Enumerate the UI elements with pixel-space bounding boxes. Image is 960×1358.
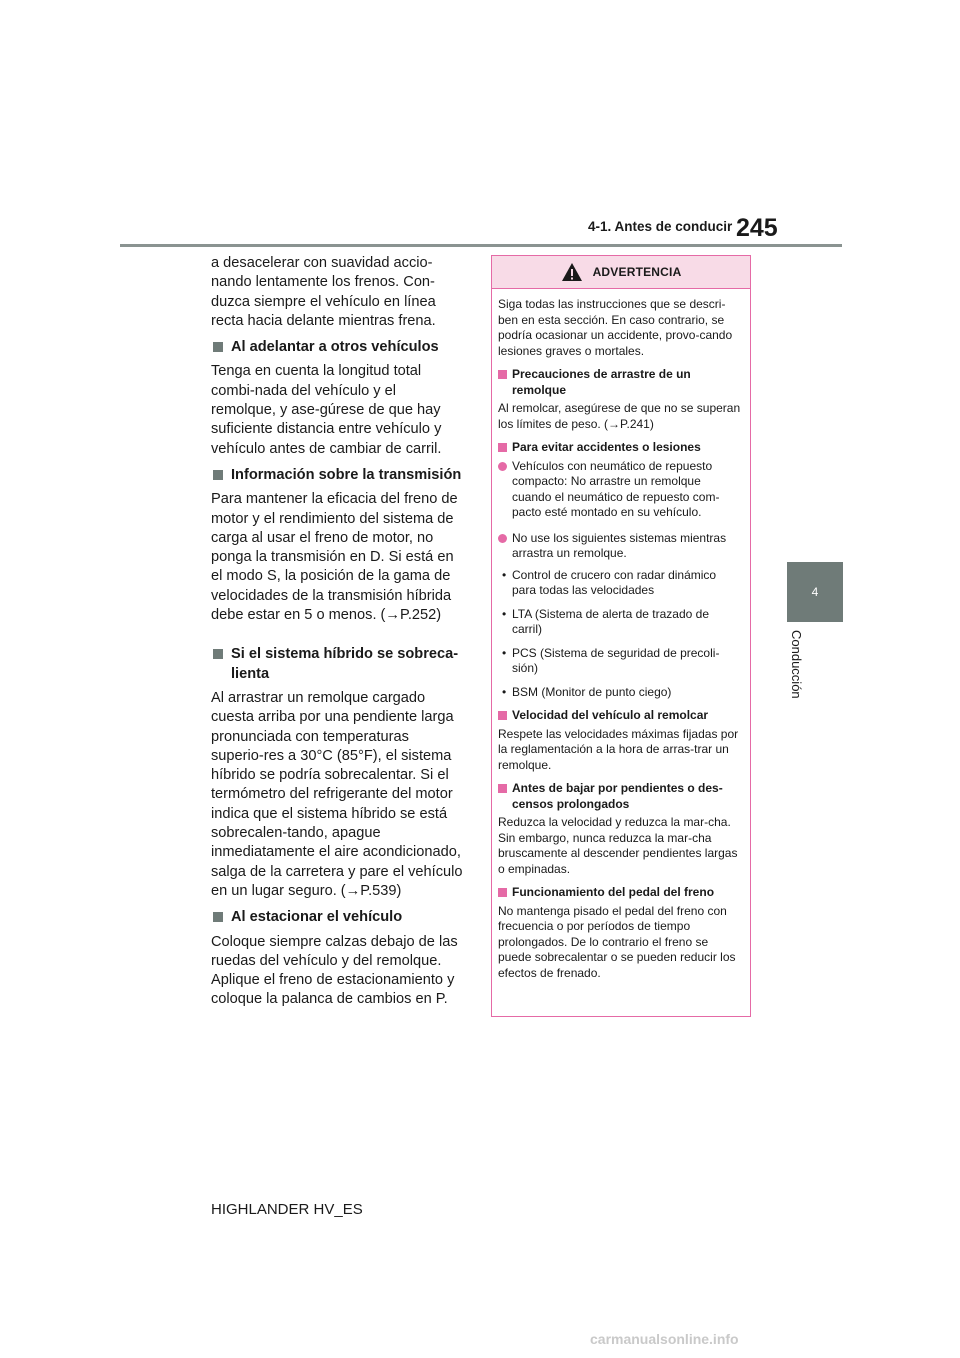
warning-bullet-text: BSM (Monitor de punto ciego) (512, 684, 672, 699)
section-paragraph: Coloque siempre calzas debajo de las ruedas del vehículo y del remolque. Aplique el freno de estacionamiento y coloque la palanca de cambios en P. (211, 933, 458, 1008)
watermark: carmanualsonline.info (590, 1331, 739, 1347)
section-heading-text: Al adelantar a otros vehículos (231, 339, 439, 356)
section-heading-text: Al estacionar el vehículo (231, 909, 403, 926)
section-heading-text: Si el sistema híbrido se sobreca-lienta (231, 646, 459, 682)
warning-subheading-text: Funcionamiento del pedal del freno (512, 885, 715, 899)
section-paragraph: Al arrastrar un remolque cargado cuesta arriba por una pendiente larga pronunciada con temperaturas superio-res a 30°C (85°F), el sistema híbrido se podría sobrecalentar. Si el termómetro del refrigerante del motor indica que el sistema híbrido se está sobrecalen-tando, apague inmediatamente el aire acondicionado, salga de la carretera y pare el vehículo en un lugar seguro. (→P.539) (211, 689, 463, 899)
warning-subheading (498, 885, 742, 901)
warning-subheading (498, 781, 742, 812)
section-heading (211, 645, 464, 684)
bullet-mark: • (502, 684, 507, 699)
section-heading (211, 466, 464, 485)
warning-bullet-text: LTA (Sistema de alerta de trazado de carril) (512, 606, 709, 636)
chapter-number: 4 (811, 585, 819, 599)
square-bullet-icon (498, 711, 507, 720)
warning-subheading (498, 708, 742, 724)
warning-title: ADVERTENCIA (592, 265, 682, 279)
warning-box (491, 255, 751, 1017)
bullet-mark: • (502, 567, 507, 582)
warning-list-item (498, 531, 742, 562)
circle-bullet-icon (498, 534, 507, 543)
warning-intro: Siga todas las instrucciones que se descri-ben en esta sección. En caso contrario, se podría ocasionar un accidente, provo-cando lesiones graves o mortales. (498, 297, 733, 358)
warning-bullet (498, 607, 742, 638)
square-bullet-icon (213, 912, 223, 922)
section-paragraph: Para mantener la eficacia del freno de motor y el rendimiento del sistema de carga al usar el freno de motor, no ponga la transmisión en D. Si está en el modo S, la posición de la gama de velocidades de la transmisión híbrida debe estar en 5 o menos. (→P.252) (211, 491, 458, 624)
bullet-mark: • (502, 606, 507, 621)
section-heading-text: Información sobre la transmisión (231, 466, 462, 483)
warning-list-item (498, 459, 742, 521)
warning-paragraph: No mantenga pisado el pedal del freno con frecuencia o por períodos de tiempo prolongados. De lo contrario el freno se puede sobrecalentar o se pueden reducir los efectos de frenado. (498, 903, 736, 980)
square-bullet-icon (213, 470, 223, 480)
section-heading (211, 908, 464, 927)
warning-bullet (498, 568, 742, 599)
warning-subheading (498, 440, 742, 456)
warning-paragraph: Reduzca la velocidad y reduzca la mar-cha. Sin embargo, nunca reduzca la mar-cha bruscamente al descender pendientes largas o empinadas. (498, 815, 738, 876)
section-paragraph: Tenga en cuenta la longitud total combi-nada del vehículo y el remolque, y ase-gúrese de que hay suficiente distancia entre vehículo y vehículo antes de cambiar de carril. (211, 363, 442, 457)
chapter-label-text: Conducción (789, 630, 804, 699)
section-heading (211, 338, 464, 357)
chapter-tab (787, 562, 843, 622)
warning-subheading (498, 367, 742, 398)
warning-list-text: Vehículos con neumático de repuesto compacto: No arrastre un remolque cuando el neumático de repuesto com-pacto esté montado en su vehículo. (512, 458, 720, 519)
square-bullet-icon (213, 649, 223, 659)
square-bullet-icon (498, 370, 507, 379)
warning-bullet (498, 685, 742, 701)
warning-paragraph: Respete las velocidades máximas fijadas por la reglamentación a la hora de arras-trar un remolque. (498, 726, 739, 772)
warning-subheading-text: Precauciones de arrastre de un remolque (512, 367, 691, 397)
warning-triangle-icon (561, 262, 583, 282)
header-divider (120, 244, 842, 247)
warning-bullet-text: PCS (Sistema de seguridad de precoli-sión) (512, 645, 720, 675)
section-title: 4-1. Antes de conducir (588, 219, 733, 234)
warning-list-text: No use los siguientes sistemas mientras arrastra un remolque. (512, 530, 727, 560)
square-bullet-icon (498, 784, 507, 793)
warning-bullet (498, 646, 742, 677)
warning-subheading-text: Para evitar accidentes o lesiones (512, 440, 701, 454)
warning-subheading-text: Antes de bajar por pendientes o des-censos prolongados (512, 781, 723, 811)
circle-bullet-icon (498, 462, 507, 471)
warning-paragraph: Al remolcar, asegúrese de que no se superan los límites de peso. (→P.241) (498, 401, 741, 431)
main-text-column (211, 254, 464, 1017)
footer-model-name: HIGHLANDER HV_ES (211, 1201, 363, 1218)
square-bullet-icon (498, 888, 507, 897)
bullet-mark: • (502, 645, 507, 660)
square-bullet-icon (498, 443, 507, 452)
warning-bullet-text: Control de crucero con radar dinámico para todas las velocidades (512, 567, 717, 597)
chapter-label (789, 630, 809, 710)
warning-header (492, 256, 750, 289)
warning-subheading-text: Velocidad del vehículo al remolcar (512, 708, 709, 722)
square-bullet-icon (213, 342, 223, 352)
intro-paragraph: a desacelerar con suavidad accio-nando lentamente los frenos. Con-duzca siempre el vehículo en línea recta hacia delante mientras frena. (211, 255, 436, 329)
page-number: 245 (736, 214, 778, 242)
warning-body (492, 289, 750, 981)
